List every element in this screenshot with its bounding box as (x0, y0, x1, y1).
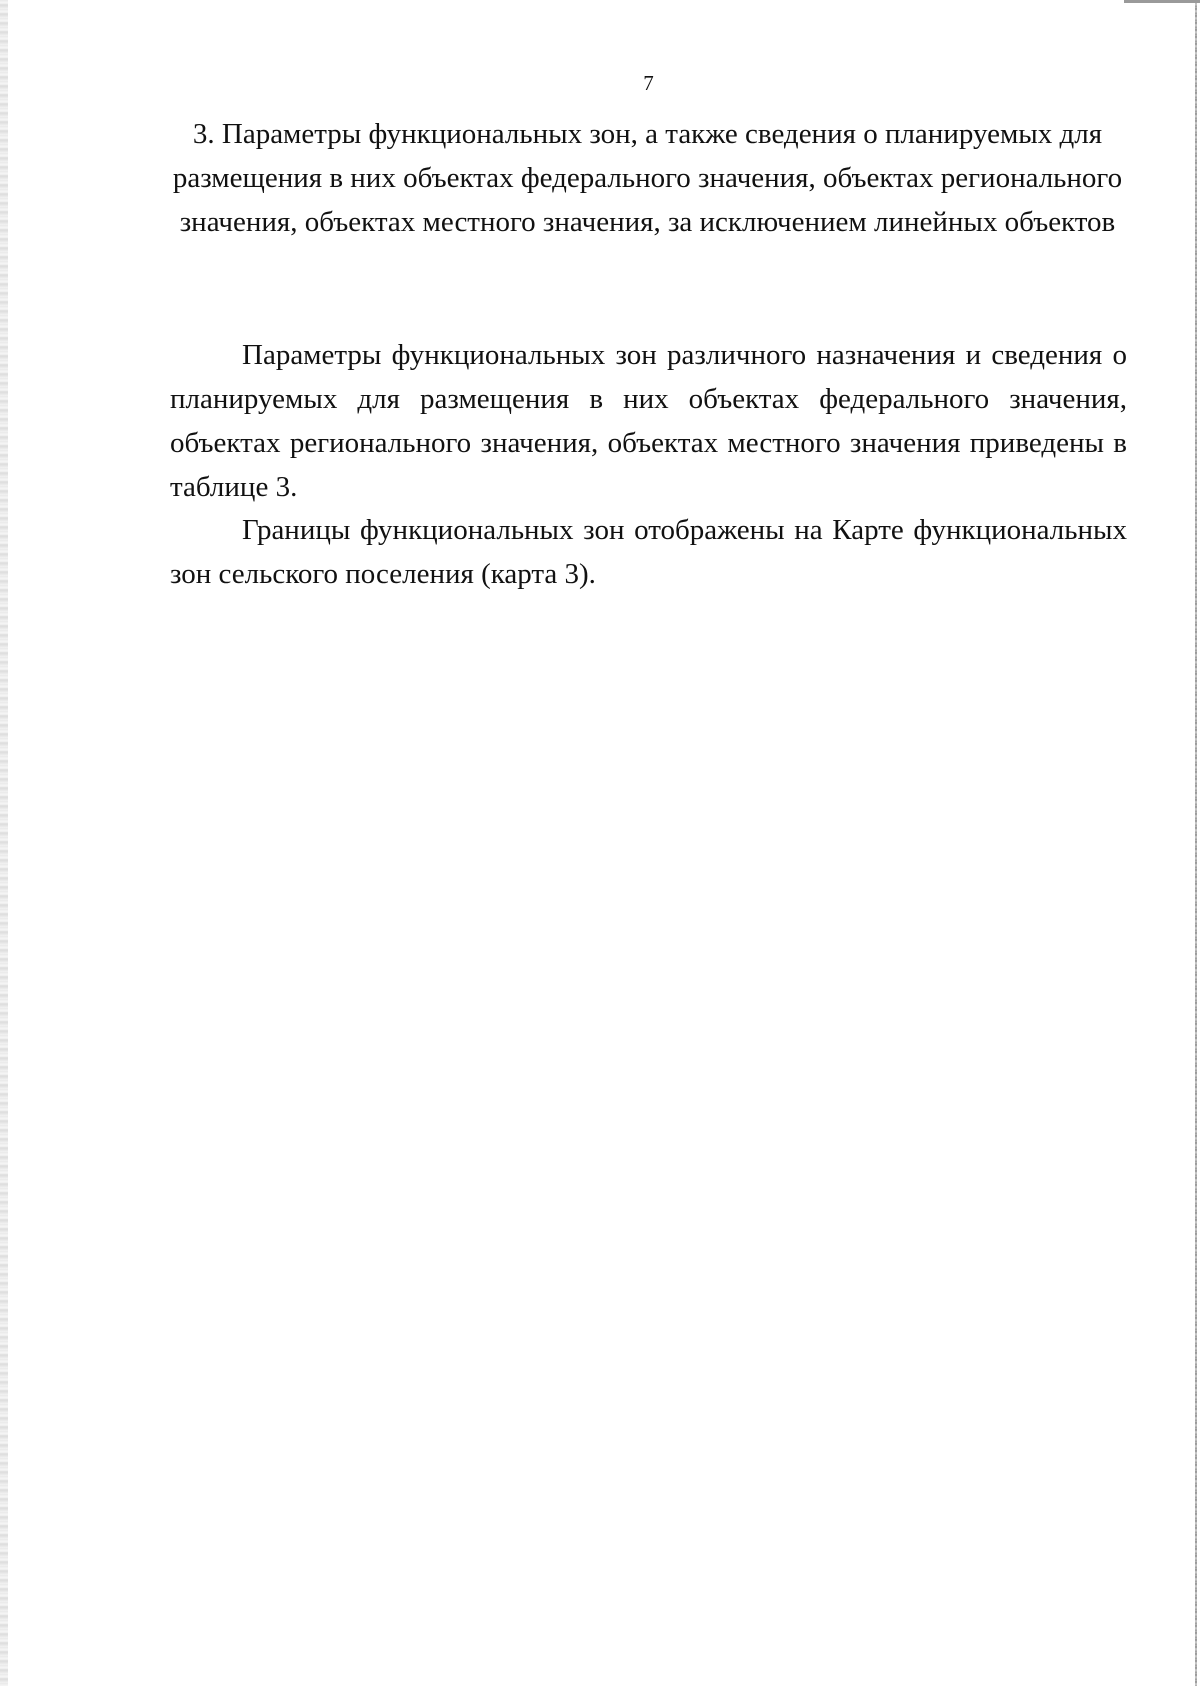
scan-edge-line (1195, 0, 1197, 1686)
page-number: 7 (643, 71, 654, 95)
scan-corner-mark (1124, 0, 1200, 3)
paragraph-boundaries: Границы функциональных зон отображены на Карте функциональных зон сельского поселения (карта 3). (170, 514, 1127, 590)
scan-edge-left (0, 0, 8, 1686)
paragraph-parameters: Параметры функциональных зон различного назначения и сведения о планируемых для размещения в них объектах федерального значения, объектах регионального значения, объектах местного значения приведены в таблице 3. (170, 339, 1127, 503)
section-title: 3. Параметры функциональных зон, а также сведения о планируемых для размещения в них объектах федерального значения, объектах регионального значения, объектах местного значения, за исключением линейных объектов (172, 118, 1123, 238)
